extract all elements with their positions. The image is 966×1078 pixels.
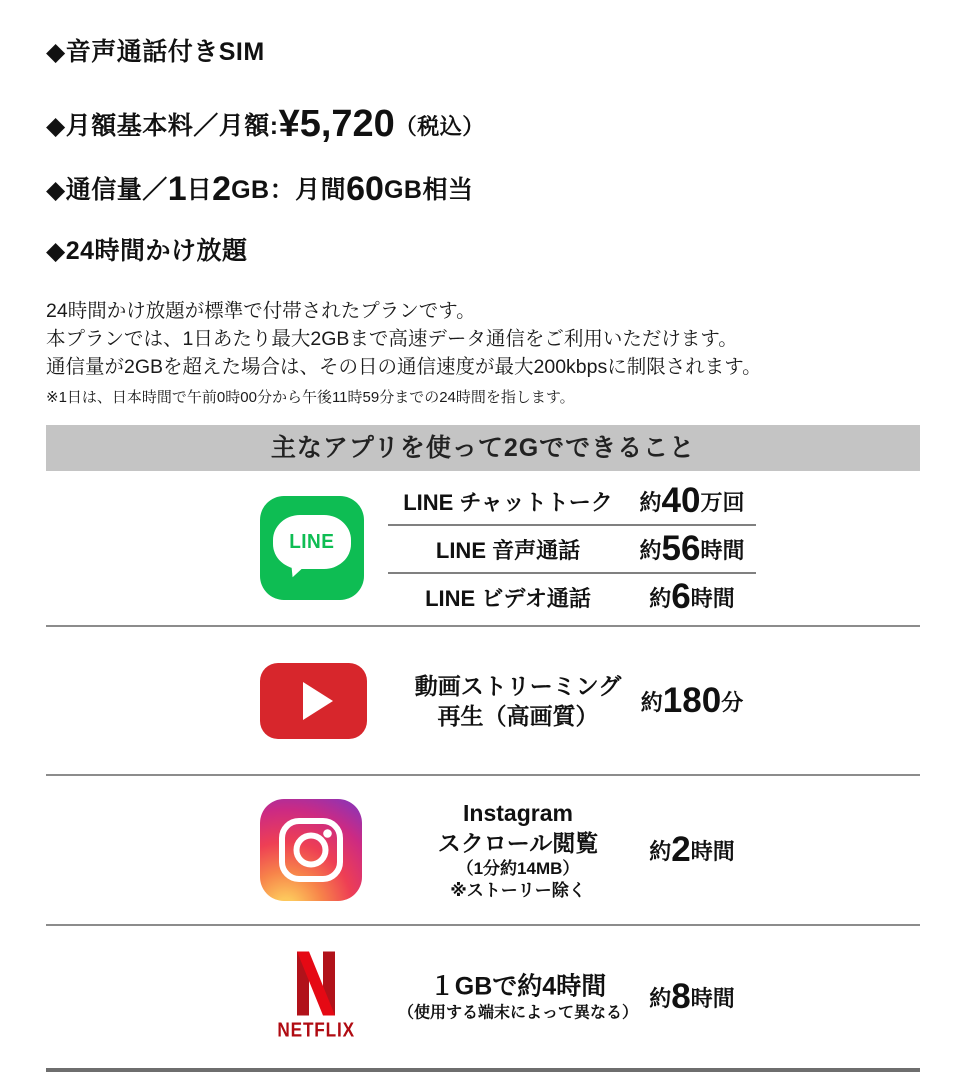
usage-unit: 時間 — [690, 986, 735, 1011]
data-num-month: 60 — [346, 170, 384, 208]
line-icon — [260, 496, 364, 600]
approx-prefix: 約 — [649, 586, 672, 611]
play-icon — [303, 682, 333, 720]
fee-label: ◆月額基本料／月額: — [46, 112, 279, 140]
app-table-header: 主なアプリを使って2Gでできること — [46, 425, 920, 471]
usage-number: 180 — [662, 680, 722, 720]
data-tail-text: GB相当 — [383, 176, 474, 204]
data-num-day: 1 — [167, 170, 187, 208]
camera-glyph-icon — [260, 799, 362, 901]
data-allowance-heading — [46, 170, 920, 209]
usage-unit: 時間 — [690, 586, 735, 611]
description-line: 通信量が2GBを超えた場合は、その日の通信速度が最大200kbpsに制限されます。 — [46, 356, 762, 378]
usage-number: 6 — [671, 577, 691, 616]
table-row-instagram — [46, 776, 920, 926]
app-usage-table — [46, 471, 920, 1072]
approx-prefix: 約 — [639, 538, 662, 563]
usage-label: LINE チャットトーク — [403, 489, 613, 515]
description-footnote: ※1日は、日本時間で午前0時00分から午後11時59分までの24時間を指します。 — [46, 389, 575, 406]
usage-unit: 時間 — [690, 839, 735, 864]
usage-label: １GBで約4時間 （使用する端末によって異なる） — [397, 972, 638, 1022]
usage-label: Instagram スクロール閲覧 （1分約14MB） ※ストーリー除く — [437, 800, 599, 900]
list-item — [388, 478, 756, 524]
data-label: ◆通信量／ — [46, 176, 168, 204]
usage-number: 56 — [661, 529, 701, 568]
usage-label: LINE 音声通話 — [435, 537, 581, 563]
list-item — [388, 524, 756, 572]
usage-value — [628, 529, 756, 569]
data-day-char: 日 — [186, 176, 213, 204]
description-line: 24時間かけ放題が標準で付帯されたプランです。 — [46, 300, 476, 322]
usage-value — [628, 481, 756, 521]
unlimited-call-text: ◆24時間かけ放題 — [46, 237, 248, 265]
usage-number: 40 — [661, 481, 701, 520]
usage-unit: 分 — [721, 689, 744, 715]
table-row-line — [46, 471, 920, 627]
usage-number: 8 — [671, 977, 691, 1016]
description-line: 本プランでは、1日あたり最大2GBまで高速データ通信をご利用いただけます。 — [46, 328, 738, 350]
youtube-icon — [260, 663, 367, 739]
approx-prefix: 約 — [640, 689, 663, 715]
instagram-icon — [260, 799, 362, 901]
plan-description — [46, 297, 920, 381]
data-mid-text: GB：月間 — [231, 176, 347, 204]
usage-number: 2 — [671, 830, 691, 869]
netflix-n-icon — [293, 952, 339, 1016]
usage-value — [628, 977, 756, 1017]
usage-value — [628, 681, 756, 721]
approx-prefix: 約 — [649, 986, 672, 1011]
usage-label: LINE ビデオ通話 — [425, 585, 591, 611]
usage-value — [628, 830, 756, 870]
netflix-icon — [260, 952, 372, 1043]
fee-tax-note: （税込） — [394, 114, 485, 139]
fee-amount: ¥5,720 — [278, 103, 395, 145]
table-row-netflix — [46, 926, 920, 1072]
table-row-youtube — [46, 627, 920, 776]
monthly-fee-heading — [46, 103, 920, 146]
usage-label: 動画ストリーミング 再生（高画質） — [414, 672, 622, 729]
sim-type-text: ◆音声通話付きSIM — [46, 38, 265, 66]
usage-value — [628, 577, 756, 617]
approx-prefix: 約 — [639, 490, 662, 515]
list-item — [388, 572, 756, 620]
netflix-wordmark: NETFLIX — [277, 1019, 355, 1042]
unlimited-call-heading — [46, 231, 920, 267]
line-speech-bubble — [273, 515, 351, 569]
line-wordmark: LINE — [289, 530, 335, 553]
usage-unit: 時間 — [700, 538, 745, 563]
sim-type-heading — [46, 32, 920, 68]
data-num-gb: 2 — [212, 170, 232, 208]
approx-prefix: 約 — [649, 839, 672, 864]
usage-unit: 万回 — [700, 490, 745, 515]
line-usage-list — [388, 478, 756, 620]
